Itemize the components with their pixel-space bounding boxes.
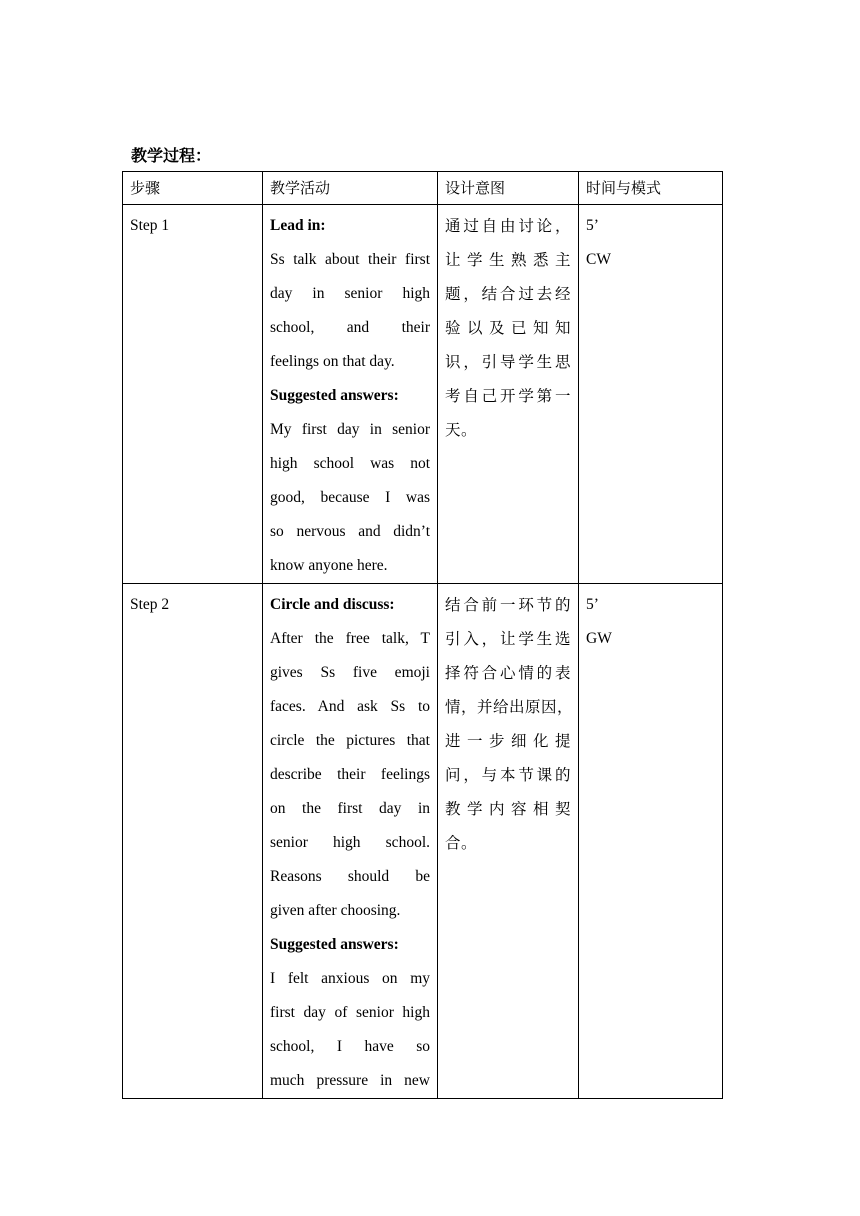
- intent-line: 通过自由讨论，: [445, 217, 571, 235]
- intent-line: 考自己开学第一: [445, 387, 571, 405]
- table-row: [123, 584, 723, 1099]
- activity-line: on the first day in: [270, 800, 430, 817]
- time-mode-cell: [579, 205, 723, 584]
- activity-line: Ss talk about their first: [270, 251, 430, 268]
- activity-line: day in senior high: [270, 285, 430, 302]
- answer-line: much pressure in new: [270, 1072, 430, 1089]
- intent-line: 合。: [445, 834, 478, 852]
- mode-value: GW: [586, 630, 612, 647]
- activity-line: senior high school.: [270, 834, 430, 851]
- step-cell: Step 2: [123, 584, 263, 1099]
- activity-title: Lead in:: [270, 217, 326, 234]
- answer-line: so nervous and didn’t: [270, 523, 430, 540]
- answer-line: school, I have so: [270, 1038, 430, 1055]
- intent-line: 验以及已知知: [445, 319, 571, 337]
- activity-line: school, and their: [270, 319, 430, 336]
- activity-line: After the free talk, T: [270, 630, 430, 647]
- answer-line: high school was not: [270, 455, 430, 472]
- page-heading: 教学过程：: [131, 146, 212, 165]
- intent-line: 进一步细化提: [445, 732, 571, 750]
- activity-line: feelings on that day.: [270, 353, 395, 370]
- answers-title: Suggested answers:: [270, 936, 399, 953]
- header-time-mode: 时间与模式: [579, 172, 723, 205]
- answer-line: My first day in senior: [270, 421, 430, 438]
- step-cell: Step 1: [123, 205, 263, 584]
- intent-line: 天。: [445, 421, 478, 439]
- intent-line: 题，结合过去经: [445, 285, 571, 303]
- time-mode-cell: [579, 584, 723, 1099]
- intent-line: 情，并给出原因，: [445, 698, 574, 716]
- header-activity: 教学活动: [263, 172, 438, 205]
- intent-line: 识，引导学生思: [445, 353, 571, 371]
- activity-line: Reasons should be: [270, 868, 430, 885]
- answer-line: first day of senior high: [270, 1004, 430, 1021]
- time-value: 5’: [586, 217, 599, 234]
- activity-line: given after choosing.: [270, 902, 401, 919]
- intent-cell: [438, 205, 579, 584]
- intent-line: 教学内容相契: [445, 800, 571, 818]
- activity-cell: [263, 584, 438, 1099]
- time-value: 5’: [586, 596, 599, 613]
- answer-line: I felt anxious on my: [270, 970, 430, 987]
- mode-value: CW: [586, 251, 611, 268]
- intent-line: 让学生熟悉主: [445, 251, 571, 269]
- table-header-row: [123, 172, 723, 205]
- table-row: [123, 205, 723, 584]
- header-step: 步骤: [123, 172, 263, 205]
- intent-line: 择符合心情的表: [445, 664, 571, 682]
- activity-title: Circle and discuss:: [270, 596, 395, 613]
- activity-line: circle the pictures that: [270, 732, 430, 749]
- intent-line: 引入，让学生选: [445, 630, 571, 648]
- answers-title: Suggested answers:: [270, 387, 399, 404]
- intent-line: 问，与本节课的: [445, 766, 571, 784]
- intent-cell: [438, 584, 579, 1099]
- activity-line: gives Ss five emoji: [270, 664, 430, 681]
- answer-line: know anyone here.: [270, 557, 388, 574]
- teaching-process-table: [122, 171, 723, 1099]
- header-intent: 设计意图: [438, 172, 579, 205]
- activity-line: describe their feelings: [270, 766, 430, 783]
- activity-line: faces. And ask Ss to: [270, 698, 430, 715]
- activity-cell: [263, 205, 438, 584]
- answer-line: good, because I was: [270, 489, 430, 506]
- intent-line: 结合前一环节的: [445, 596, 571, 614]
